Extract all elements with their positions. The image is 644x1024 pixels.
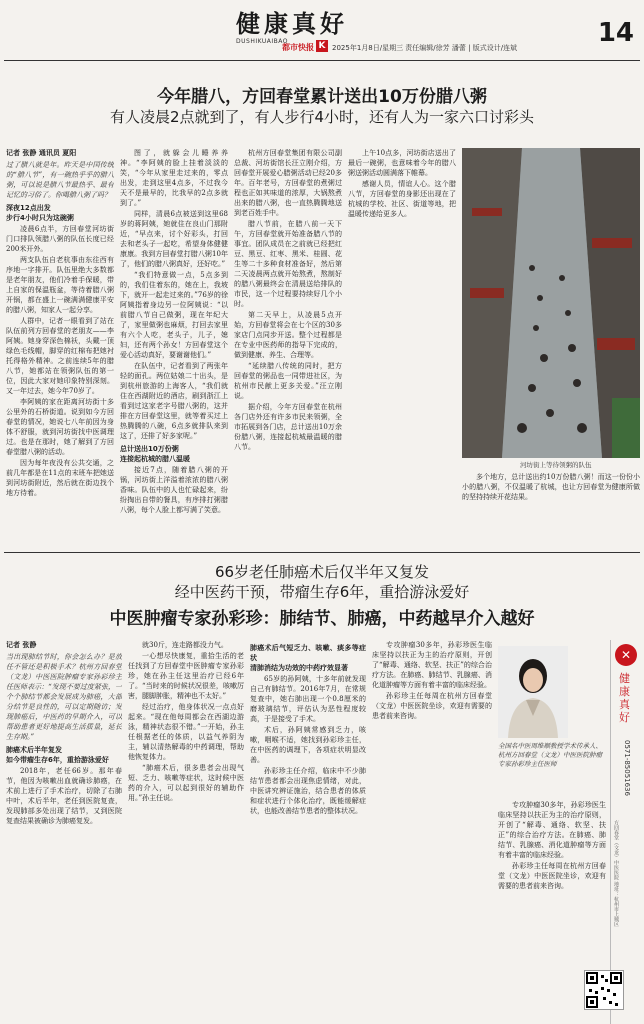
story1-photo	[462, 148, 640, 458]
brand-logo-icon: K	[316, 40, 328, 52]
story1-subheadline: 有人凌晨2点就到了，有人步行4小时，还有人为一家六口讨彩头	[109, 108, 535, 126]
sidebar-logo-icon: ✕	[615, 644, 637, 666]
paragraph: 孙彩珍主任每周在杭州方回春堂（文龙）中医医院坐诊，欢迎有需要的患者前来咨询。	[372, 692, 492, 720]
story2-headline-a: 66岁老任肺癌术后仅半年又复发	[214, 563, 430, 581]
story1-subhead-2: 总计送出10万份粥 连接起杭城的腊八温暖	[120, 445, 190, 463]
story2-subhead-1: 肺癌术后半年复发 如今带瘤生存6年，重拾游泳爱好	[6, 746, 109, 764]
story2-column-4	[372, 640, 492, 1024]
paragraph: 第二天早上，从凌晨5点开始，方回春堂将会在七个区的30多家店门点同步开送。整个过程都是在专业中医药师的指导下完成的，做到健康、养生、合理等。	[234, 311, 342, 359]
story1-byline: 记者 张静 通讯员 夏阳	[6, 149, 77, 157]
paragraph: “我们特意做一点，5点多到的，我们住着东的，她在上，我坡下，就开一起走过来的。”76岁的徐阿姨指着身边另一位阿姨说：“以前腊八节自己做粥，现在年纪大了，家里做粥也麻烦，打回去家里有六个人吃，老头子，儿子，媳妇，还有两个孙女！方回春堂这个爱心活动真好，要谢谢他们。”	[120, 271, 228, 359]
paragraph: 孙彩珍主任介绍，临床中不少肺结节患者都会出现焦虑情绪，对此，中医讲究辨证施治，结合患者的体质和症状进行个体化治疗，既能缓解症状，也能改善结节患者的整体状况。	[250, 767, 366, 815]
paragraph: 一心想尽快康复，重拾生活的老任找到了方回春堂中医肿瘤专家孙彩珍，她在孙主任这里治疗已经6年了。“当时来的时候状况很差，咳嗽厉害，腿脚肿胀，精神也不太好。”	[128, 652, 244, 700]
portrait-caption: 全国名中医周维顺教授学术传承人、杭州方回春堂（文龙）中医医院肿瘤专家孙彩珍主任医师	[498, 742, 602, 768]
story2-lead: 当出现肺结节时，你会怎么办？是放任不管还是积极手术？杭州方回春堂（文龙）中医医院肿瘤专家孙彩珍主任医师表示：“发现不要过度紧张，一个个肺结节都会发展成为肺癌，大部分结节是良性的，可以定期随访；发现肺癌后，中医药的早期介入，可以帮助患者更好地提高生活质量，延长生存期。”	[6, 653, 122, 741]
paragraph: 因为每年夜没有公共交通，之前几年都是在11点的末班车把她送到河坊街附近，然后就在街边找个地方待着。	[6, 459, 114, 497]
section-title: 健康真好	[236, 10, 348, 38]
qr-code-icon[interactable]	[584, 970, 624, 1010]
masthead	[0, 0, 644, 62]
paragraph: 凌晨6点半，方回春堂河坊街门口排队领腊八粥的队伍长度已经200米开外。	[6, 225, 114, 253]
street-crowd-photo	[462, 148, 640, 458]
doctor-portrait	[498, 646, 568, 738]
sidebar-name: 健康真好	[619, 672, 630, 724]
story1-column-2	[120, 148, 228, 548]
paragraph: 专攻肿瘤30多年，孙彩珍医生临床坚持以扶正为主的治疗原则，开创了“解毒、通络、软坚、扶正”的综合治疗方法。在肺癌、肺结节、乳腺癌、消化道肿瘤等方面有着丰富的临床经验。	[372, 641, 492, 689]
paragraph: 接近7点，随着腊八粥的开锅，河坊街上洋溢着浓浓的腊八粥香味。队伍中的人也忙碌起来，纷纷掏出自带的餐具，有序排打粥腊八粥，每个人脸上都写满了笑意。	[120, 466, 228, 514]
story1-column-3	[234, 148, 342, 548]
paragraph: 图了，就躲会儿睡养养神。“李阿姨的脸上挂着淡淡的笑，“今年从家里走过来的，零点出发，走到这里4点多，不过我今天不是最早的，比我早的2点多就到了。”	[120, 149, 228, 207]
qr-pattern	[585, 971, 623, 1009]
story2-column-1	[6, 640, 122, 1024]
paragraph: 感谢人员，情谊人心。这个腊八节，方回春堂的身影还出现在了杭城的学校、社区、街道等地，把温暖传递给更多人。	[348, 180, 456, 218]
paragraph: 2018年，老任66岁。那年春节，他因为咳嗽出血就确诊肺癌，在术前上进行了手术治疗，切除了右肺中叶，术后半年，老任到医院复查，发现肺部多处出现了结节，又到医院复查结果被确诊为肺癌复发。	[6, 767, 122, 825]
paragraph: 在队伍中，记者看到了两张年轻的面孔。两位姑娘二十出头，是到杭州旅游的上海客人，“我们就住在西湖附近的酒店，刷到浙江上看到过这家老字号腊八粥的，这并排在方回春堂这里，就等着买过上热腾腾的八碗，6点多就排队来到这了，还排了好多家呢。”	[120, 362, 228, 440]
photo-caption: 河坊街上等待领粥的队伍	[520, 461, 592, 469]
story1-lead: 过了腊八就是年。昨天是中国传统的“腊八节”，有一碗热乎乎的腊八粥，可以说是腊八节最热乎、最有记忆的习俗了。你喝腊八粥了吗？	[6, 161, 114, 199]
brand-english: DUSHIKUAIBAO	[236, 38, 288, 45]
brand-name: 都市快报	[282, 43, 314, 52]
paragraph: 杭州方回春堂集团有限公司副总裁、河坊街馆长汪立刚介绍，方回春堂开展爱心腊粥活动已经20多年。百年老号，方回春堂的煮粥过程也正如其味道的浓厚，大锅熬煮出来的腊八粥，也一直热腾腾地送到老百姓手中。	[234, 149, 342, 217]
paragraph: 人群中，记者一眼看到了站在队伍前列方回春堂的老朋友——李阿姨。她身穿深色棉袄，头戴一顶绿色毛线帽，脚穿的红棉布把她衬托得格外精神。之前连续5年的腊八节，她都站在领粥队伍的第一位，因此大家对她印象特别深刻。又一年过去，她今年70岁了。	[6, 317, 114, 395]
header-rule	[4, 60, 640, 61]
paragraph: 就30斤，连走路都没力气。	[142, 641, 228, 649]
story2-byline: 记者 张静	[6, 641, 37, 649]
paragraph: 腊八节前，在腊八前一天下午，方回春堂就开始准备腊八节的事宜。团队成员在之前就已经把红豆、黑豆、红枣、黑米、桂圆、花生等二十多种食材准备好，然后第二天凌晨两点就开始熬煮，熬制好的腊八粥最终会在清晨送给排队的市民，这一个过程要持续好几个小时。	[234, 220, 342, 308]
paragraph: 术后，孙阿姨常感到乏力，咳嗽，咽喉不适，她找到孙彩珍主任，在中医药的调理下，各项症状明显改善。	[250, 726, 366, 764]
story1-headline: 今年腊八，方回春堂累计送出10万份腊八粥	[157, 87, 487, 107]
story2-headline-c: 中医肿瘤专家孙彩珍：肺结节、肺癌，中药越早介入越好	[109, 609, 535, 629]
paragraph: 孙彩珍主任每周在杭州方回春堂（文龙）中医医院坐诊，欢迎有需要的患者前来咨询。	[498, 862, 606, 890]
paragraph: 多个地方，总计送出约10万份腊八粥！而这一份份小小的腊八粥，不仅温暖了杭城，也让方回春堂为健康所做的坚持持续开花结果。	[462, 473, 640, 501]
story2-column-2	[128, 640, 244, 1024]
story2-subhead-2: 肺癌术后气短乏力、咳嗽、痰多等症状 清肺消结为功效的中药疗效显著	[250, 644, 366, 672]
paragraph: 李阿姨的家在距离河坊街十多公里外的石桥街道。说到如今方回春堂的情况，她说七八年前因为身体不舒服，就到河坊街找中医调理过。也是在那时，她了解到了方回春堂腊八粥的活动。	[6, 398, 114, 456]
paragraph: 上午10点多，河坊街店送出了最后一碗粥，也意味着今年的腊八粥送粥活动圆满落下帷幕。	[348, 149, 456, 177]
paragraph: 两支队伍自老杭事由东往西有序地一字排开。队伍里绝大多数都是老年朋友，他们冷着手保暖，带上自家的保温瓶盆，等待着腊八粥开锅，都在盛上一碗满满健康平安的腊八粥，知家人一起分享。	[6, 256, 114, 314]
sidebar-fine-print: 方回春堂（文龙）中医医院 地址：杭州市上城区	[613, 820, 619, 927]
story2-headline-b: 经中医药干预，带瘤生存6年，重拾游泳爱好	[174, 583, 470, 601]
sidebar-phone: 0571-85051636	[623, 740, 631, 796]
section-sidebar	[610, 640, 640, 1024]
story1-column-4	[348, 148, 456, 548]
paragraph: 据介绍，今年方回春堂在杭州各门店外还有许多市民来领粥，全市拓展到各门店，总计送出10万余份腊八粥，连接起杭城最温暖的腊八节。	[234, 403, 342, 451]
story1-column-5	[462, 472, 640, 548]
paragraph: 65岁的孙阿姨，十多年前就发现自己有肺结节。2016年7月，在常规复查中，她右肺出现一个0.8厘米的磨玻璃结节，评估认为恶性程度较高，于是接受了手术。	[250, 675, 366, 723]
paragraph: “延续腊八传统的同时，把方回春堂的粥品也一同带进社区，为杭州市民献上更多关爱。”汪立刚说。	[234, 362, 342, 400]
portrait-image	[498, 646, 568, 738]
section-rule	[4, 552, 640, 553]
story1-column-1	[6, 148, 114, 548]
date-line: 2025年1月8日/星期三 责任编辑/徐芳 潘蕾 | 版式设计/连斌	[332, 44, 518, 52]
story2-column-3	[250, 640, 366, 1024]
story1-subhead-1: 深夜12点出发 步行4小时只为这碗粥	[6, 204, 74, 222]
paragraph: 经过治疗，他身体状况一点点好起来。“现在他每周都会在西湖边游泳，精神状态很不错。”一开始，孙主任根据老任的体质，以益气养阴为主，辅以清热解毒的中药调理，帮助他恢复体力。	[128, 703, 244, 761]
paragraph: 专攻肿瘤30多年，孙彩珍医生临床坚持以扶正为主的治疗原则，开创了“解毒、通络、软坚、扶正”的综合治疗方法。在肺癌、肺结节、乳腺癌、消化道肿瘤等方面有着丰富的临床经验。	[498, 801, 606, 859]
paragraph: “肺癌术后，很多患者会出现气短、乏力、咳嗽等症状，这时候中医药的介入，可以起到很好的辅助作用。”孙主任说。	[128, 764, 244, 802]
paragraph: 同样，清晨6点被送到这里68岁的蒋阿姨，她就住在良山门那附近，“早点来，讨个好彩头，打回去和老头子一起吃，希望身体健健康康。我到方回春堂打腊八粥10年了，他们的腊八粥真好，还好吃。”	[120, 210, 228, 268]
page-number: 14	[597, 18, 634, 48]
